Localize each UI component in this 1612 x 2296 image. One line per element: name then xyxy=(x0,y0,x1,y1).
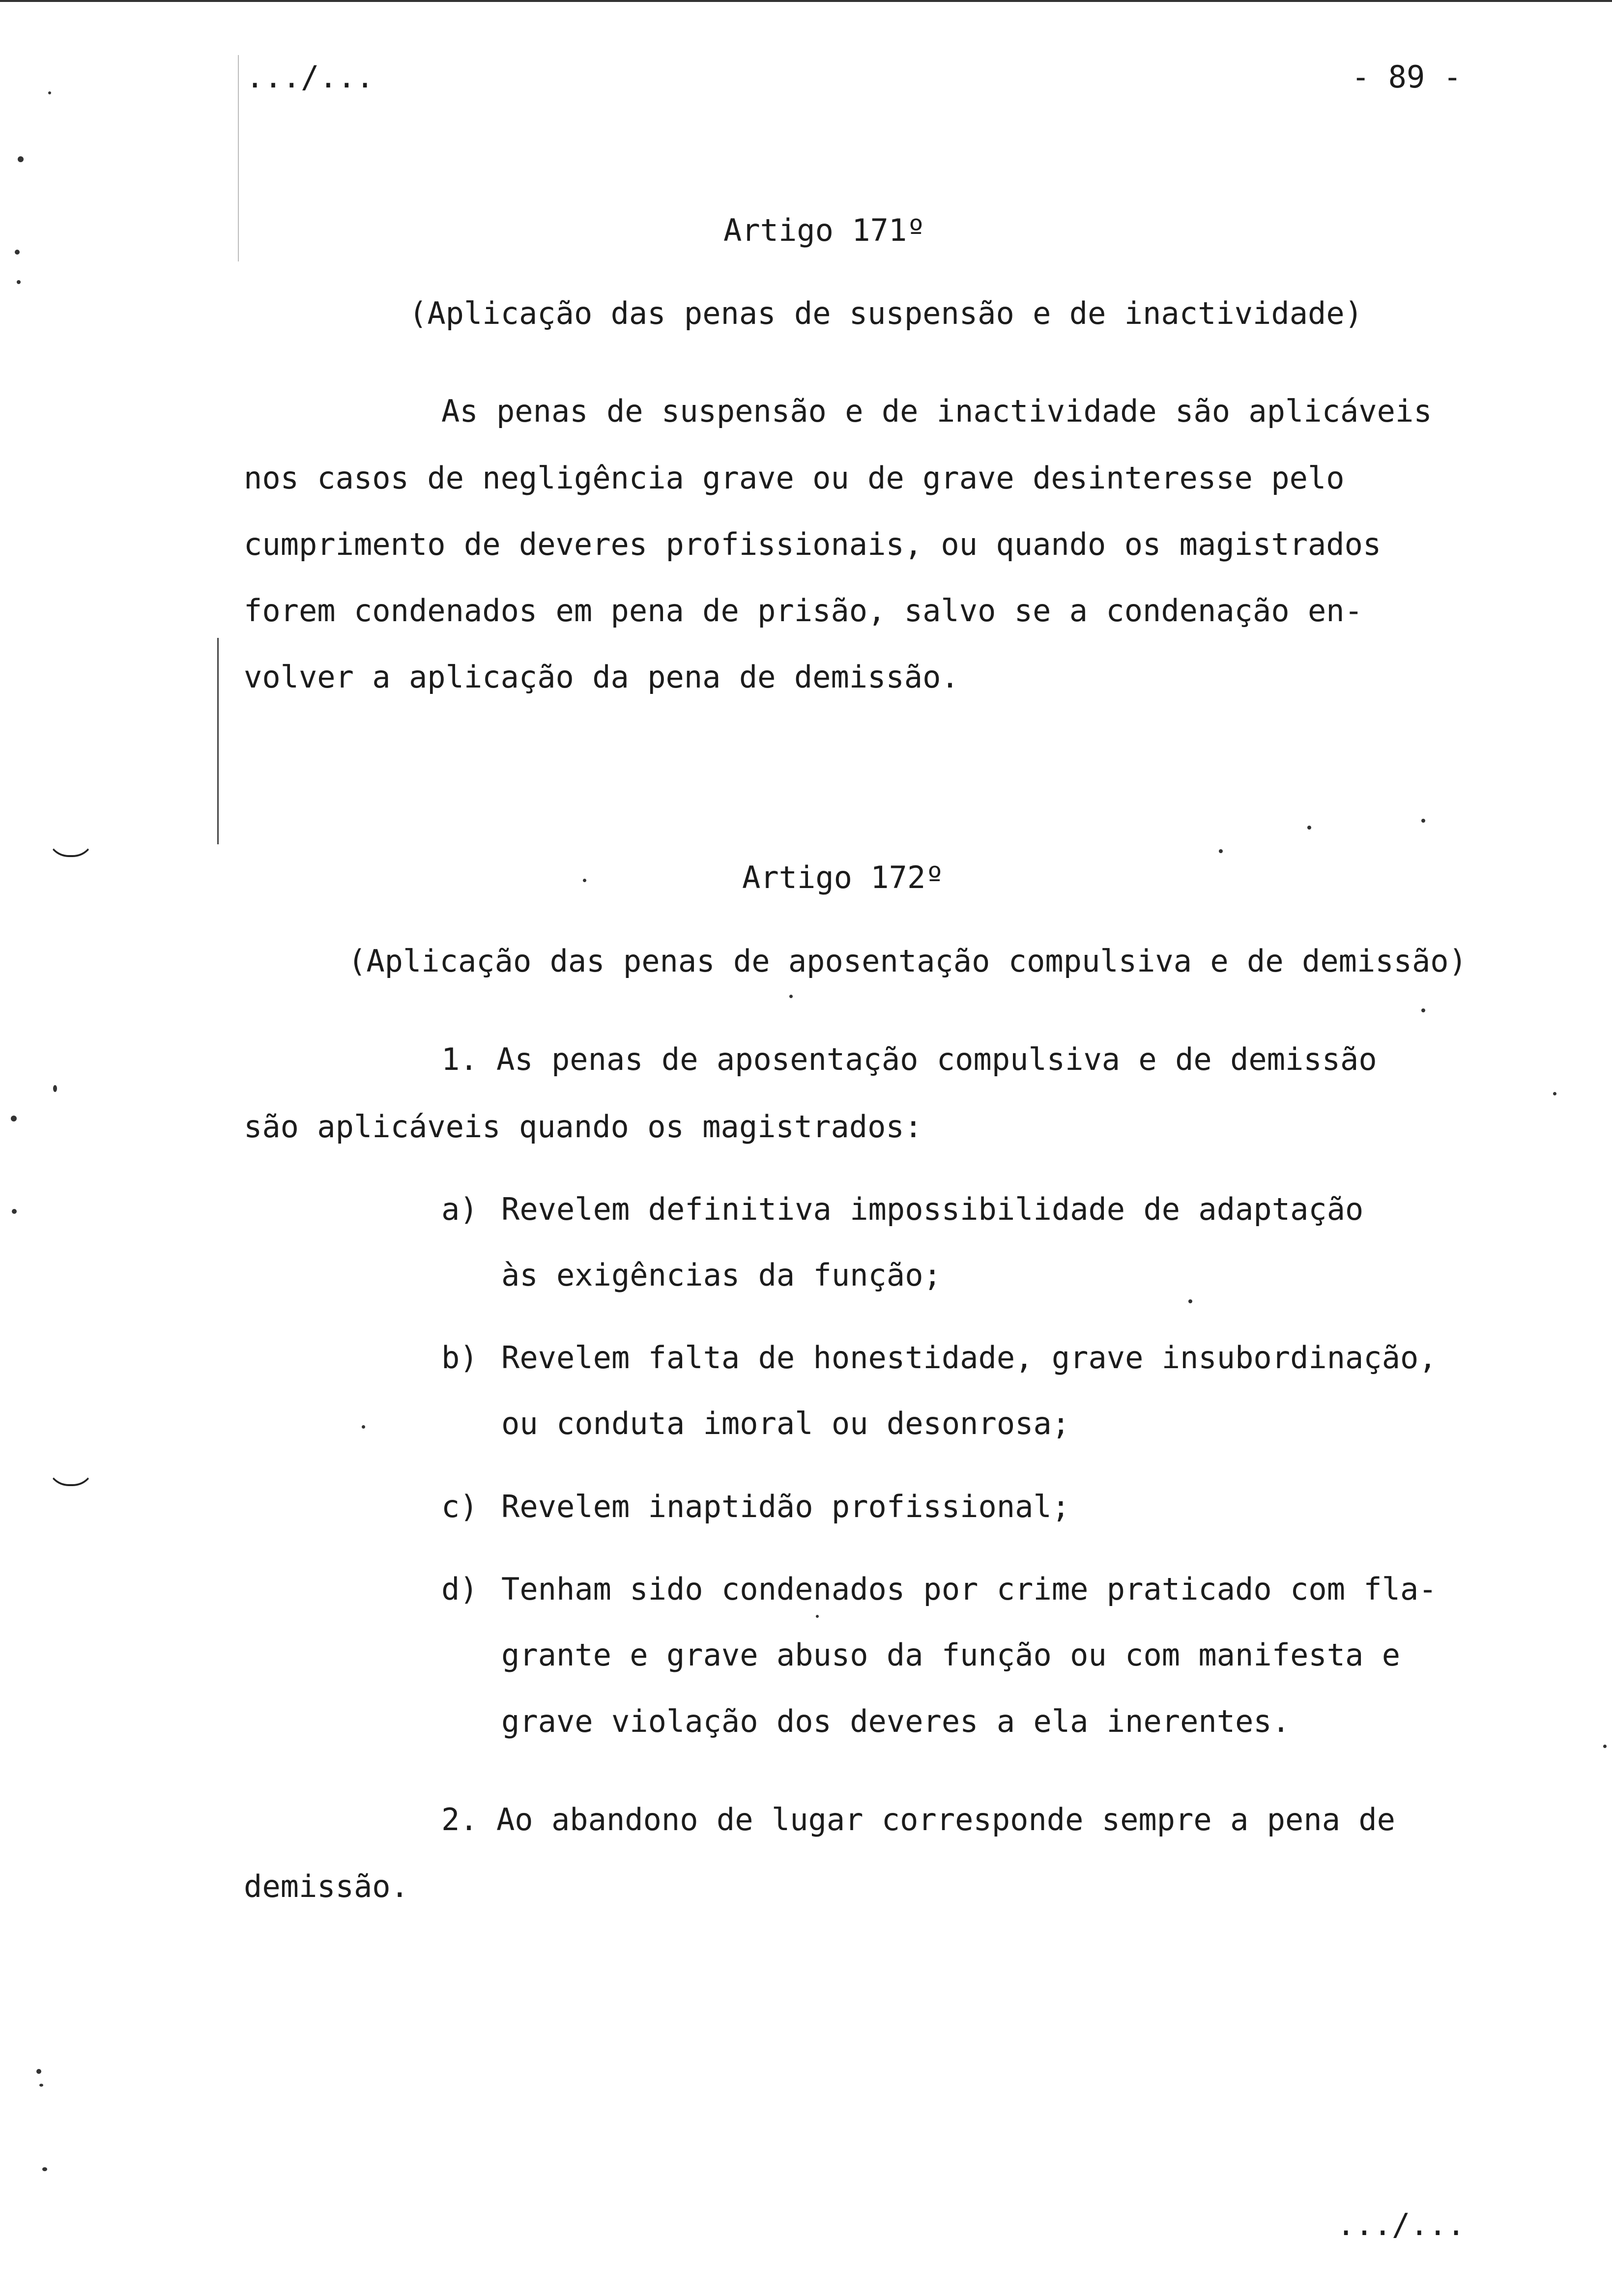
article-172-item-1-line-2: são aplicáveis quando os magistrados: xyxy=(244,1109,923,1145)
scan-speck xyxy=(1603,1745,1607,1748)
scan-speck xyxy=(1421,819,1425,823)
subitem-b-marker: b) xyxy=(441,1340,478,1376)
scan-speck xyxy=(1307,826,1311,830)
subitem-c-marker: c) xyxy=(441,1489,478,1524)
article-171-heading: (Aplicação das penas de suspensão e de inactividade) xyxy=(409,295,1363,331)
punch-hole-arc-top xyxy=(47,835,94,857)
article-171-line-5: volver a aplicação da pena de demissão. xyxy=(244,659,959,695)
scan-speck xyxy=(1421,1008,1425,1012)
scan-speck xyxy=(15,250,20,255)
subitem-d-marker: d) xyxy=(441,1571,478,1607)
subitem-c-line-1: Revelem inaptidão profissional; xyxy=(501,1489,1070,1524)
margin-line-top xyxy=(238,55,239,261)
scan-speck xyxy=(17,280,21,284)
scan-speck xyxy=(39,2084,43,2087)
subitem-b-line-2: ou conduta imoral ou desonrosa; xyxy=(501,1406,1070,1441)
page-number: - 89 - xyxy=(1352,59,1462,95)
subitem-a-line-2: às exigências da função; xyxy=(501,1257,942,1293)
scan-top-edge xyxy=(0,0,1612,2)
scan-speck xyxy=(362,1425,365,1429)
article-171-title: Artigo 171º xyxy=(723,212,925,248)
scan-speck xyxy=(42,2167,47,2171)
article-171-line-2: nos casos de negligência grave ou de grave desinteresse pelo xyxy=(244,460,1345,496)
continuation-mark-bottom: .../... xyxy=(1337,2207,1466,2242)
subitem-b-line-1: Revelem falta de honestidade, grave insubordinação, xyxy=(501,1340,1437,1376)
continuation-mark-top: .../... xyxy=(246,59,374,95)
article-171-line-1: As penas de suspensão e de inactividade são aplicáveis xyxy=(441,393,1432,429)
scan-speck xyxy=(53,1085,57,1092)
subitem-d-line-3: grave violação dos deveres a ela inerentes. xyxy=(501,1703,1291,1739)
scan-speck xyxy=(48,91,51,94)
scan-speck xyxy=(18,156,24,162)
article-172-item-1-line-1: 1. As penas de aposentação compulsiva e de demissão xyxy=(441,1041,1377,1077)
subitem-d-line-1: Tenham sido condenados por crime praticado com fla- xyxy=(501,1571,1437,1607)
scan-speck xyxy=(1219,849,1223,853)
punch-hole-arc-bottom xyxy=(47,1464,94,1486)
article-172-item-2-line-2: demissão. xyxy=(244,1868,409,1904)
scan-speck xyxy=(583,879,586,882)
scan-speck xyxy=(789,995,793,998)
subitem-a-marker: a) xyxy=(441,1191,478,1227)
article-171-line-4: forem condenados em pena de prisão, salvo se a condenação en- xyxy=(244,593,1363,629)
scan-speck xyxy=(816,1615,819,1618)
scan-speck xyxy=(12,1209,17,1214)
scan-speck xyxy=(11,1116,17,1121)
subitem-d-line-2: grante e grave abuso da função ou com manifesta e xyxy=(501,1637,1401,1673)
article-172-title: Artigo 172º xyxy=(742,860,944,895)
article-171-line-3: cumprimento de deveres profissionais, ou quando os magistrados xyxy=(244,526,1382,562)
subitem-a-line-1: Revelem definitiva impossibilidade de adaptação xyxy=(501,1191,1364,1227)
scan-speck xyxy=(1553,1092,1556,1095)
scan-speck xyxy=(1188,1299,1192,1303)
scan-speck xyxy=(36,2069,41,2074)
margin-line-middle xyxy=(217,638,219,844)
article-172-item-2-line-1: 2. Ao abandono de lugar corresponde sempre a pena de xyxy=(441,1802,1396,1837)
article-172-heading: (Aplicação das penas de aposentação compulsiva e de demissão) xyxy=(348,943,1467,979)
